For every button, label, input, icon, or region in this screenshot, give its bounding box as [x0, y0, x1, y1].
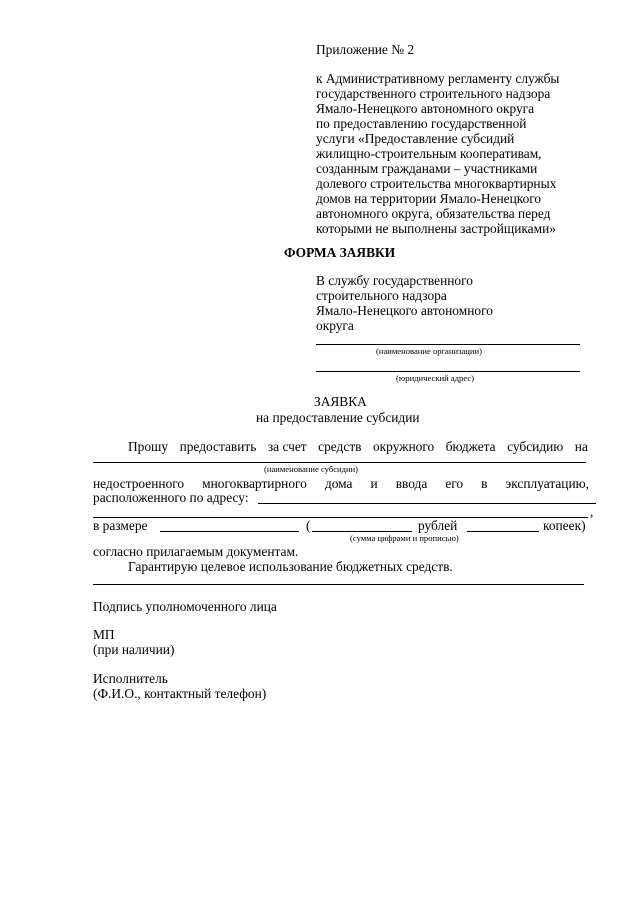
amount-label: в размере [93, 518, 148, 533]
request-word: на [574, 439, 588, 454]
seal-note: (при наличии) [93, 642, 175, 657]
addressee-line: округа [316, 318, 354, 333]
object-word: эксплуатацию, [505, 476, 589, 491]
appendix-line: домов на территории Ямало-Ненецкого [316, 191, 542, 206]
legal-address-caption: (юридический адрес) [396, 373, 475, 383]
open-paren: ( [306, 518, 311, 533]
object-address-line-2[interactable] [93, 517, 588, 518]
guarantee-line[interactable] [93, 584, 584, 585]
appendix-line: государственного строительного надзора [316, 86, 551, 101]
object-word: ввода [395, 476, 428, 491]
request-text [128, 439, 588, 454]
addressee-line: Ямало-Ненецкого автономного [316, 303, 493, 318]
kopecks-label: копеек) [543, 518, 586, 533]
request-word: субсидию [507, 439, 564, 454]
amount-words-line[interactable] [312, 531, 412, 532]
request-word: средств [318, 439, 362, 454]
object-description [93, 476, 589, 491]
amount-caption: (сумма цифрами и прописью) [350, 533, 459, 543]
authorized-signature-label: Подпись уполномоченного лица [93, 599, 277, 614]
appendix-title: Приложение № 2 [316, 42, 415, 57]
subsidy-name-caption: (наименование субсидии) [264, 464, 359, 474]
object-word: его [445, 476, 464, 491]
application-subtitle: на предоставление субсидии [256, 410, 420, 425]
organization-name-caption: (наименование организации) [376, 346, 482, 356]
address-label: расположенного по адресу: [93, 490, 249, 505]
appendix-line: которыми не выполнены застройщиками» [316, 221, 556, 236]
appendix-line: автономного округа, обязательства перед [316, 206, 551, 221]
organization-name-line[interactable] [316, 344, 580, 345]
addressee-line: строительного надзора [316, 288, 447, 303]
request-word: предоставить [179, 439, 257, 454]
appendix-line: к Административному регламенту службы [316, 71, 560, 86]
form-heading: ФОРМА ЗАЯВКИ [284, 245, 396, 260]
documents-text: согласно прилагаемым документам. [93, 544, 299, 559]
request-word: окружного [372, 439, 435, 454]
addressee-line: В службу государственного [316, 273, 473, 288]
executor-label: Исполнитель [93, 671, 168, 686]
subsidy-name-line[interactable] [93, 462, 586, 463]
appendix-line: жилищно-строительным кооперативам, [316, 146, 542, 161]
object-address-line[interactable] [258, 503, 596, 504]
seal-label: МП [93, 627, 115, 642]
amount-numeric-line[interactable] [160, 531, 299, 532]
appendix-line: Ямало-Ненецкого автономного округа [316, 101, 535, 116]
guarantee-text: Гарантирую целевое использование бюджетных средств. [128, 559, 453, 574]
object-word: недостроенного [93, 476, 185, 491]
appendix-line: долевого строительства многоквартирных [316, 176, 557, 191]
appendix-line: услуги «Предоставление субсидий [316, 131, 515, 146]
address-comma: , [590, 504, 594, 519]
object-word: многоквартирного [202, 476, 307, 491]
request-word: Прошу [128, 439, 169, 454]
appendix-line: созданным гражданами – участниками [316, 161, 538, 176]
application-title: ЗАЯВКА [314, 394, 367, 409]
executor-note: (Ф.И.О., контактный телефон) [93, 686, 267, 701]
kopecks-line[interactable] [467, 531, 539, 532]
rubles-label: рублей [418, 518, 458, 533]
appendix-line: по предоставлению государственной [316, 116, 527, 131]
request-word: бюджета [445, 439, 496, 454]
object-word: дома [324, 476, 353, 491]
request-word: за счет [267, 439, 307, 454]
object-word: и [370, 476, 378, 491]
legal-address-line[interactable] [316, 371, 580, 372]
object-word: в [481, 476, 488, 491]
